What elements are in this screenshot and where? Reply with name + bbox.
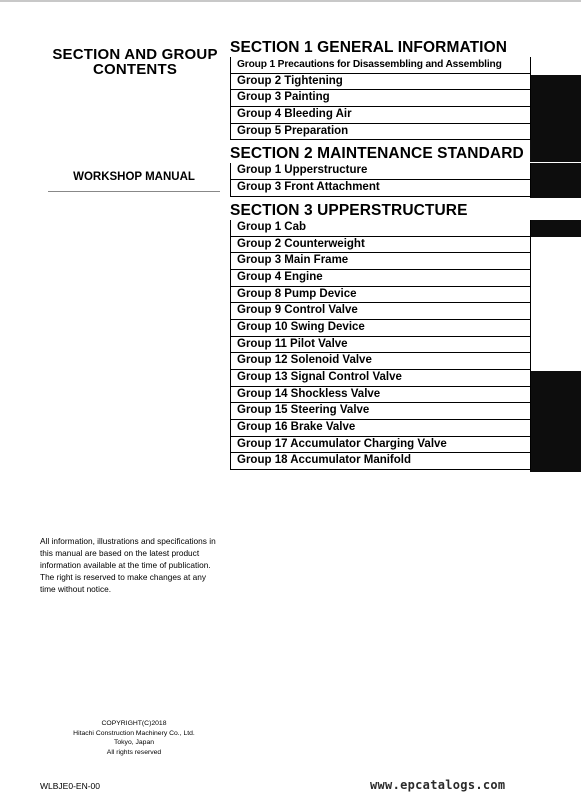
watermark: www.epcatalogs.com [370,778,506,792]
group-label: Group 1 Upperstructure [237,164,368,177]
copyright-block [64,719,204,757]
group-row[interactable] [230,253,531,270]
group-row[interactable] [230,220,531,237]
group-row[interactable] [230,403,531,420]
disclaimer-text: All information, illustrations and specifications in this manual are based on the latest product information available at the time of publication. The right is reserved to make changes at any time without notice. [40,536,216,594]
group-label: Group 5 Preparation [237,124,349,137]
group-label: Group 2 Counterweight [237,237,365,250]
section-tab-marker [530,75,581,162]
section-2 [230,144,581,196]
group-row[interactable] [230,180,531,197]
group-label: Group 3 Painting [237,91,330,104]
group-label: Group 15 Steering Valve [237,404,370,417]
section-1 [230,38,581,140]
company-location: Tokyo, Japan [113,739,155,746]
group-label: Group 3 Front Attachment [237,181,380,194]
group-row[interactable] [230,57,531,74]
group-label: Group 18 Accumulator Manifold [237,454,412,467]
manual-type-label: WORKSHOP MANUAL [73,171,195,183]
section-tab-marker [530,371,581,472]
group-list [230,220,581,470]
group-row[interactable] [230,420,531,437]
group-label: Group 11 Pilot Valve [237,337,348,350]
group-label: Group 4 Bleeding Air [237,108,352,121]
group-label: Group 17 Accumulator Charging Valve [237,437,447,450]
group-row[interactable] [230,453,531,470]
group-label: Group 13 Signal Control Valve [237,371,402,383]
group-label: Group 12 Solenoid Valve [237,354,372,367]
group-row[interactable] [230,270,531,287]
page-title-line1: SECTION AND GROUP [52,46,218,63]
group-label: Group 1 Precautions for Disassembling and Assembling [237,59,502,70]
manual-type-divider [48,191,220,192]
group-label: Group 2 Tightening [237,74,343,87]
rights-reserved: All rights reserved [106,748,162,756]
section-tab-marker [530,163,581,198]
group-label: Group 16 Brake Valve [237,421,356,434]
group-row[interactable] [230,437,531,454]
group-row[interactable] [230,237,531,254]
document-code: WLBJE0-EN-00 [40,781,100,791]
group-row[interactable] [230,74,531,91]
top-rule [0,0,581,2]
group-label: Group 4 Engine [237,270,323,283]
group-row[interactable] [230,320,531,337]
group-row[interactable] [230,387,531,404]
section-title: SECTION 3 UPPERSTRUCTURE [230,201,468,219]
company-name: Hitachi Construction Machinery Co., Ltd. [73,729,195,737]
contents-index [230,38,581,470]
group-row[interactable] [230,353,531,370]
page-title [40,47,230,77]
group-row[interactable] [230,90,531,107]
section-3 [230,201,581,470]
section-title: SECTION 1 GENERAL INFORMATION [230,39,508,56]
group-row[interactable] [230,337,531,354]
page-title-line2: CONTENTS [92,61,178,78]
section-title: SECTION 2 MAINTENANCE STANDARD [230,145,524,163]
group-label: Group 10 Swing Device [237,320,365,333]
group-row[interactable] [230,303,531,320]
group-label: Group 9 Control Valve [237,304,358,317]
group-row[interactable] [230,287,531,304]
group-row[interactable] [230,370,531,387]
group-label: Group 3 Main Frame [237,254,349,267]
group-list [230,57,581,140]
copyright-line: COPYRIGHT(C)2018 [101,720,167,727]
group-label: Group 1 Cab [237,220,307,233]
section-tab-marker [530,220,581,237]
group-label: Group 8 Pump Device [237,287,357,300]
group-label: Group 14 Shockless Valve [237,387,381,400]
group-list [230,163,581,196]
group-row[interactable] [230,163,531,180]
group-row[interactable] [230,124,531,141]
group-row[interactable] [230,107,531,124]
